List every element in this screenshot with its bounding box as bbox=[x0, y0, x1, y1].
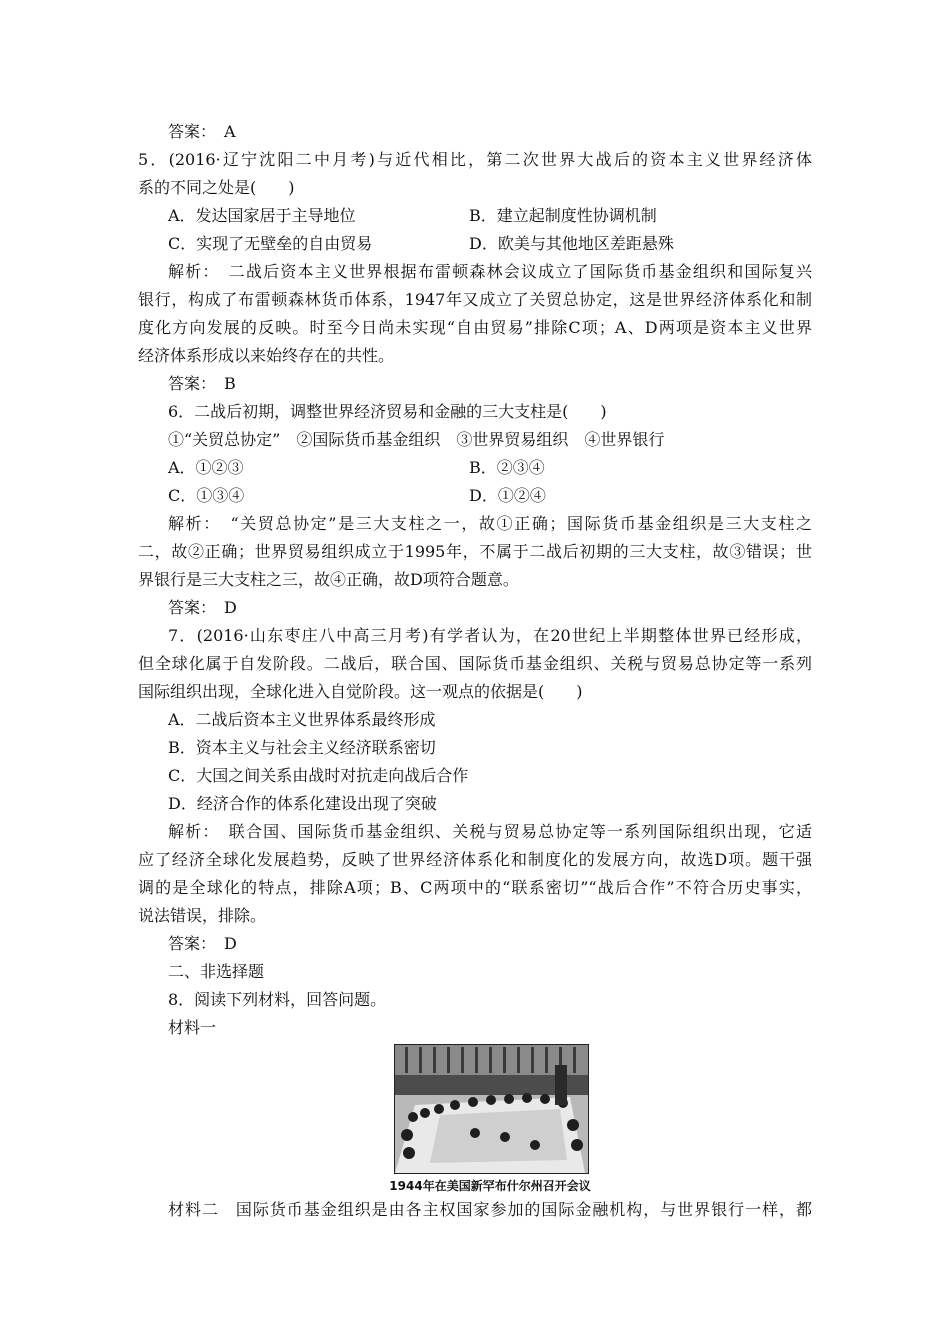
q6-analysis-line1: 解析： “关贸总协定”是三大支柱之一，故①正确；国际货币基金组织是三大支柱之 bbox=[168, 514, 812, 533]
q7-stem-line1: 7．(2016·山东枣庄八中高三月考)有学者认为，在20世纪上半期整体世界已经形成， bbox=[168, 626, 812, 645]
q7-analysis-line2: 应了经济全球化发展趋势，反映了世界经济体系化和制度化的发展方向，故选D项。题干强 bbox=[138, 850, 812, 869]
conference-photo bbox=[394, 1044, 589, 1174]
q7-analysis-line3: 调的是全球化的特点，排除A项；B、C两项中的“联系密切”“战后合作”不符合历史事实， bbox=[138, 878, 812, 897]
q5-answer: 答案： B bbox=[168, 374, 236, 393]
q6-stem: 6．二战后初期，调整世界经济贸易和金融的三大支柱是( ) bbox=[168, 402, 607, 421]
q7-option-b: B．资本主义与社会主义经济联系密切 bbox=[168, 738, 436, 757]
q5-stem-line2: 系的不同之处是( ) bbox=[138, 178, 295, 197]
q6-option-d: D．①②④ bbox=[469, 486, 546, 505]
q6-option-a: A．①②③ bbox=[168, 458, 244, 477]
q4-answer: 答案： A bbox=[168, 122, 236, 141]
q7-analysis-line4: 说法错误，排除。 bbox=[138, 906, 267, 925]
q5-analysis-line3: 度化方向发展的反映。时至今日尚未实现“自由贸易”排除C项；A、D两项是资本主义世界 bbox=[138, 318, 812, 337]
conference-photo-illustration bbox=[395, 1045, 588, 1173]
q7-option-d: D．经济合作的体系化建设出现了突破 bbox=[168, 794, 437, 813]
q6-option-b: B．②③④ bbox=[469, 458, 545, 477]
q7-stem-line2: 但全球化属于自发阶段。二战后，联合国、国际货币基金组织、关税与贸易总协定等一系列 bbox=[138, 654, 812, 673]
q5-option-c: C．实现了无壁垒的自由贸易 bbox=[168, 234, 373, 253]
q6-answer: 答案： D bbox=[168, 598, 237, 617]
material-1-label: 材料一 bbox=[168, 1018, 217, 1037]
material-2-line: 材料二 国际货币基金组织是由各主权国家参加的国际金融机构，与世界银行一样，都 bbox=[168, 1200, 812, 1219]
q5-analysis-line2: 银行，构成了布雷顿森林货币体系，1947年又成立了关贸总协定，这是世界经济体系化和制 bbox=[138, 290, 812, 309]
figure-caption: 1944年在美国新罕布什尔州召开会议 bbox=[389, 1179, 591, 1193]
q6-items: ①“关贸总协定” ②国际货币基金组织 ③世界贸易组织 ④世界银行 bbox=[168, 430, 665, 449]
q5-analysis-line1: 解析： 二战后资本主义世界根据布雷顿森林会议成立了国际货币基金组织和国际复兴 bbox=[168, 262, 812, 281]
q5-analysis-line4: 经济体系形成以来始终存在的共性。 bbox=[138, 346, 395, 365]
q6-analysis-line2: 二，故②正确；世界贸易组织成立于1995年，不属于二战后初期的三大支柱，故③错误；世 bbox=[138, 542, 812, 561]
q5-option-a: A．发达国家居于主导地位 bbox=[168, 206, 356, 225]
q8-stem: 8．阅读下列材料，回答问题。 bbox=[168, 990, 387, 1009]
q5-option-d: D．欧美与其他地区差距悬殊 bbox=[469, 234, 674, 253]
q7-option-c: C．大国之间关系由战时对抗走向战后合作 bbox=[168, 766, 469, 785]
q6-option-c: C．①③④ bbox=[168, 486, 245, 505]
q7-analysis-line1: 解析： 联合国、国际货币基金组织、关税与贸易总协定等一系列国际组织出现，它适 bbox=[168, 822, 812, 841]
q6-analysis-line3: 界银行是三大支柱之三，故④正确，故D项符合题意。 bbox=[138, 570, 519, 589]
q5-stem-line1: 5．(2016·辽宁沈阳二中月考)与近代相比，第二次世界大战后的资本主义世界经济体 bbox=[138, 150, 812, 169]
q5-option-b: B．建立起制度性协调机制 bbox=[469, 206, 657, 225]
q7-answer: 答案： D bbox=[168, 934, 237, 953]
q7-stem-line3: 国际组织出现，全球化进入自觉阶段。这一观点的依据是( ) bbox=[138, 682, 583, 701]
section-2-title: 二、非选择题 bbox=[168, 962, 265, 981]
q7-option-a: A．二战后资本主义世界体系最终形成 bbox=[168, 710, 436, 729]
